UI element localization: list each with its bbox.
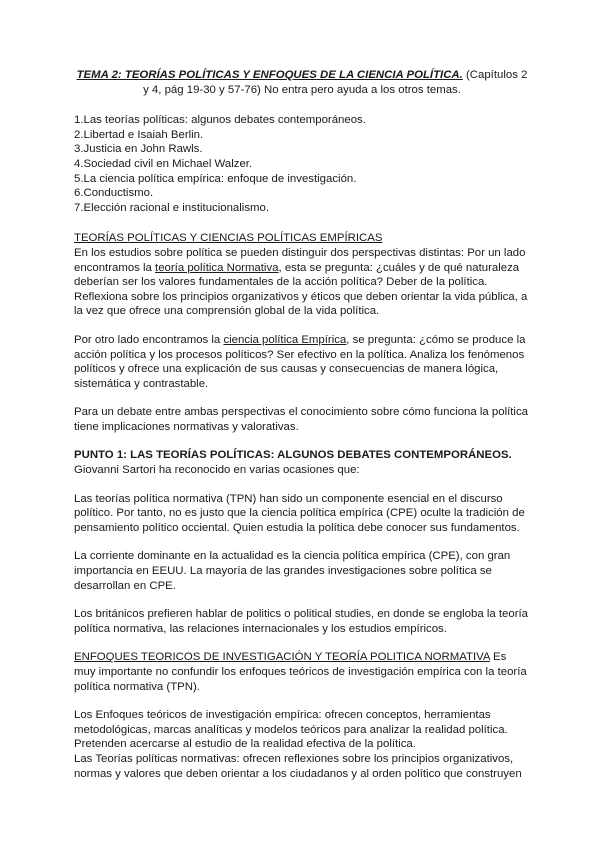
text-run: Por otro lado encontramos la xyxy=(74,333,224,346)
text-run: En los estudios sobre política se pueden distinguir dos perspectivas distintas: Por un lado encontramos la xyxy=(74,246,526,274)
toc-item: 2.Libertad e Isaiah Berlin. xyxy=(74,128,204,141)
section-heading: PUNTO 1: LAS TEORÍAS POLÍTICAS: ALGUNOS DEBATES CONTEMPORÁNEOS. xyxy=(74,449,512,462)
paragraph: Los Enfoques teóricos de investigación empírica: ofrecen conceptos, herramientas metodológicas, marcas analíticas y modelos teóricos para analizar la realidad política. Pretenden acercarse al estudio de la realidad efectiva de la política. xyxy=(74,709,508,751)
section-heading: TEORÍAS POLÍTICAS Y CIENCIAS POLÍTICAS EMPÍRICAS xyxy=(74,232,383,245)
document-page xyxy=(74,68,530,781)
toc-item: 5.La ciencia política empírica: enfoque de investigación. xyxy=(74,172,357,185)
text-run: , esta se pregunta: ¿cuáles y de qué naturaleza deberían ser los valores fundamentales de la acción política? Deber de la política. Reflexiona sobre los principios organizativos y éticos que deben orientar la vida pública, a la vez que ofrece una comprensión global de la vida política. xyxy=(74,261,528,318)
section-teorias-ciencias xyxy=(74,231,530,434)
toc-item: 4.Sociedad civil en Michael Walzer. xyxy=(74,157,253,170)
title-main: TEMA 2: TEORÍAS POLÍTICAS Y ENFOQUES DE LA CIENCIA POLÍTICA. xyxy=(76,69,463,81)
paragraph xyxy=(74,333,530,391)
paragraph: Para un debate entre ambas perspectivas el conocimiento sobre cómo funciona la política tiene implicaciones normativas y valorativas. xyxy=(74,406,528,433)
toc-item: 7.Elección racional e institucionalismo. xyxy=(74,201,270,214)
paragraph: Las teorías política normativa (TPN) han sido un componente esencial en el discurso político. Por tanto, no es justo que la ciencia política empírica (CPE) oculte la tradición de pensamiento político occiental. Quien estudia la política debe conocer sus fundamentos. xyxy=(74,492,525,534)
table-of-contents xyxy=(74,113,530,215)
section-enfoques xyxy=(74,650,530,781)
paragraph: La corriente dominante en la actualidad es la ciencia política empírica (CPE), con gran importancia en EEUU. La mayoría de las grandes investigaciones sobre política se desarrollan en CPE. xyxy=(74,550,511,592)
underlined-term: teoría política Normativa xyxy=(155,261,279,274)
toc-item: 3.Justicia en John Rawls. xyxy=(74,143,203,156)
text-run: Giovanni Sartori ha reconocido en varias ocasiones que: xyxy=(74,464,360,477)
paragraph: Los británicos prefieren hablar de politics o political studies, en donde se engloba la teoría política normativa, las relaciones internacionales y los estudios empíricos. xyxy=(74,608,529,635)
text-run: Es muy importante no confundir los enfoques teóricos de investigación empírica con la teoría política normativa (TPN). xyxy=(74,651,527,693)
text-run: , se pregunta: ¿cómo se produce la acción política y los procesos políticos? Ser efectivo en la política. Analiza los fenómenos políticos y ofrece una explicación de sus causas y consecuencias de manera lógica, sistemática y contrastable. xyxy=(74,333,526,390)
section-punto-1 xyxy=(74,448,530,636)
paragraph xyxy=(74,650,530,694)
paragraph xyxy=(74,246,530,319)
toc-item: 6.Conductismo. xyxy=(74,187,154,200)
section-heading: ENFOQUES TEORICOS DE INVESTIGACIÓN Y TEORÍA POLITICA NORMATIVA xyxy=(74,651,490,664)
paragraph xyxy=(74,448,530,477)
toc-item: 1.Las teorías políticas: algunos debates contemporáneos. xyxy=(74,114,366,127)
underlined-term: ciencia política Empírica xyxy=(223,333,347,346)
document-title xyxy=(74,68,530,97)
title-rest: (Capítulos 2 y 4, pág 19-30 y 57-76) No entra pero ayuda a los otros temas. xyxy=(143,69,528,96)
paragraph: Las Teorías políticas normativas: ofrecen reflexiones sobre los principios organizativos, normas y valores que deben orientar a los ciudadanos y al orden político que construyen xyxy=(74,752,522,780)
